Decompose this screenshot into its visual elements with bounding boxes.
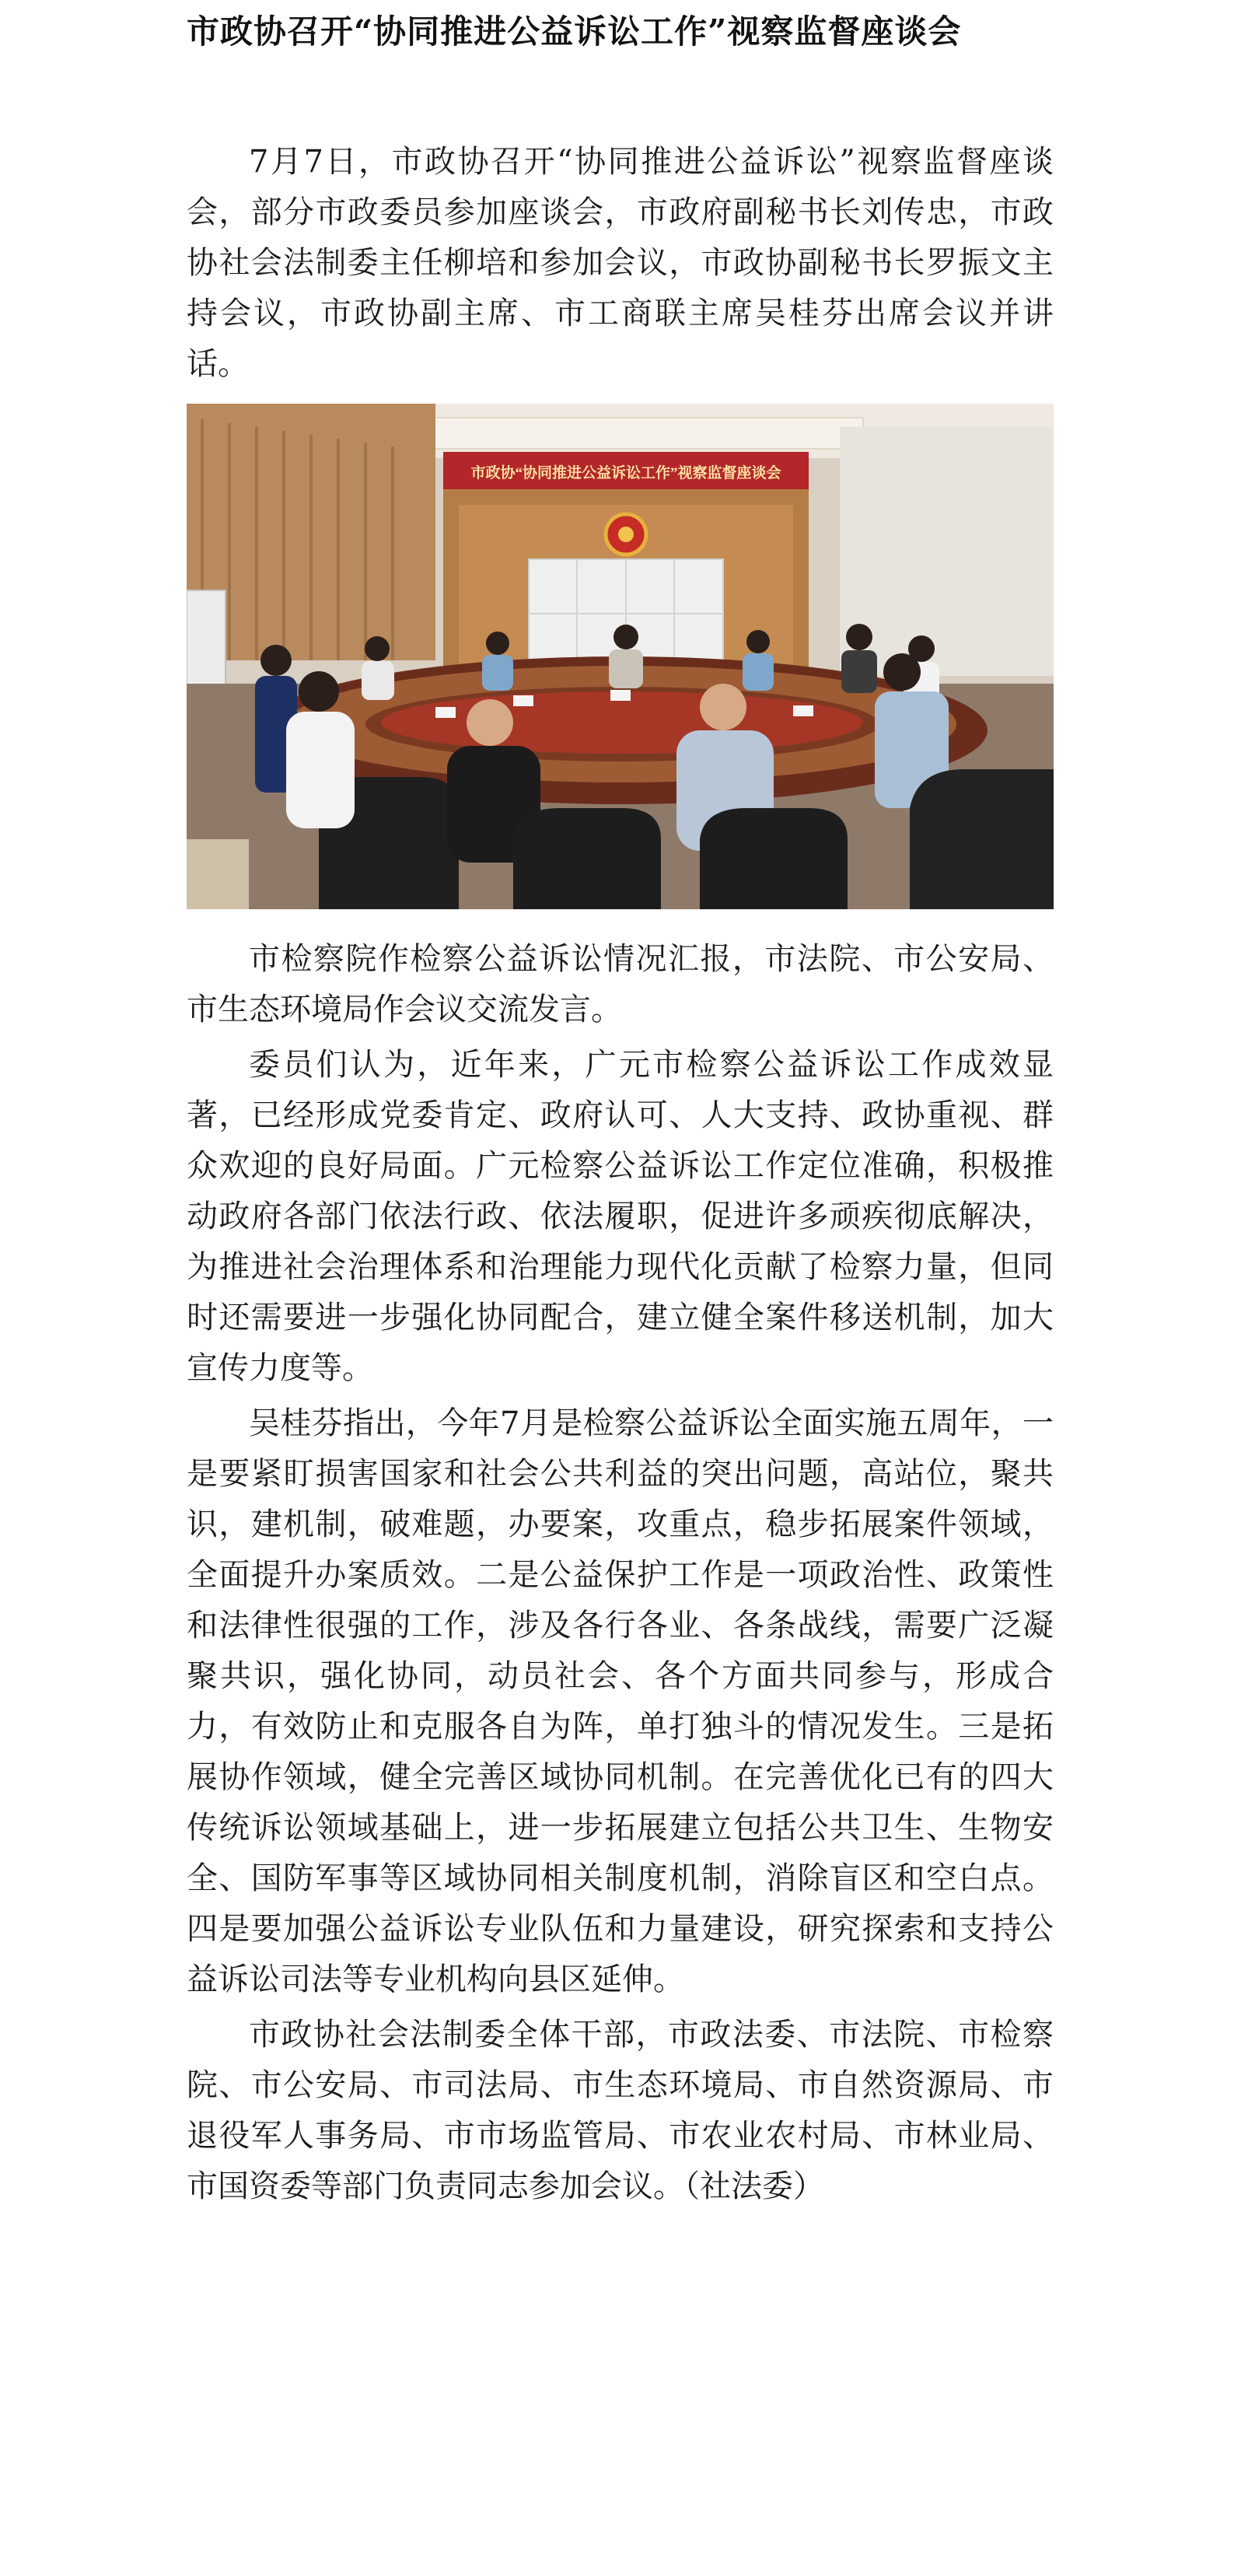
article-paragraph-4: 吴桂芬指出，今年7月是检察公益诉讼全面实施五周年，一是要紧盯损害国家和社会公共利益的突出问题，高站位，聚共识，建机制，破难题，办要案，攻重点，稳步拓展案件领域，全面提升办案质效。二是公益保护工作是一项政治性、政策性和法律性很强的工作，涉及各行各业、各条战线，需要广泛凝聚共识，强化协同，动员社会、各个方面共同参与，形成合力，有效防止和克服各自为阵，单打独斗的情况发生。三是拓展协作领域，健全完善区域协同机制。在完善优化已有的四大传统诉讼领域基础上，进一步拓展建立包括公共卫生、生物安全、国防军事等区域协同相关制度机制，消除盲区和空白点。四是要加强公益诉讼专业队伍和力量建设，研究探索和支持公益诉讼司法等专业机构向县区延伸。: [187, 1405, 1054, 1997]
article-paragraph-5: 市政协社会法制委全体干部，市政法委、市法院、市检察院、市公安局、市司法局、市生态环境局、市自然资源局、市退役军人事务局、市市场监管局、市农业农村局、市林业局、市国资委等部门负责同志参加会议。（社法委）: [187, 2017, 1054, 2204]
article-paragraph-2: 市检察院作检察公益诉讼情况汇报，市法院、市公安局、市生态环境局作会议交流发言。: [187, 941, 1054, 1027]
banner-text: 市政协“协同推进公益诉讼工作”视察监督座谈会: [470, 465, 781, 481]
article-paragraph-1: 7月7日，市政协召开“协同推进公益诉讼”视察监督座谈会，部分市政委员参加座谈会，市政府副秘书长刘传忠，市政协社会法制委主任柳培和参加会议，市政协副秘书长罗振文主持会议，市政协副主席、市工商联主席吴桂芬出席会议并讲话。: [187, 144, 1054, 382]
article-paragraph-3: 委员们认为，近年来，广元市检察公益诉讼工作成效显著，已经形成党委肯定、政府认可、人大支持、政协重视、群众欢迎的良好局面。广元检察公益诉讼工作定位准确，积极推动政府各部门依法行政、依法履职，促进许多顽疾彻底解决，为推进社会治理体系和治理能力现代化贡献了检察力量，但同时还需要进一步强化协同配合，建立健全案件移送机制，加大宣传力度等。: [187, 1047, 1054, 1386]
article-title: 市政协召开“协同推进公益诉讼工作”视察监督座谈会: [187, 12, 962, 51]
article: [187, 0, 1054, 2212]
meeting-photo: [187, 404, 1054, 909]
